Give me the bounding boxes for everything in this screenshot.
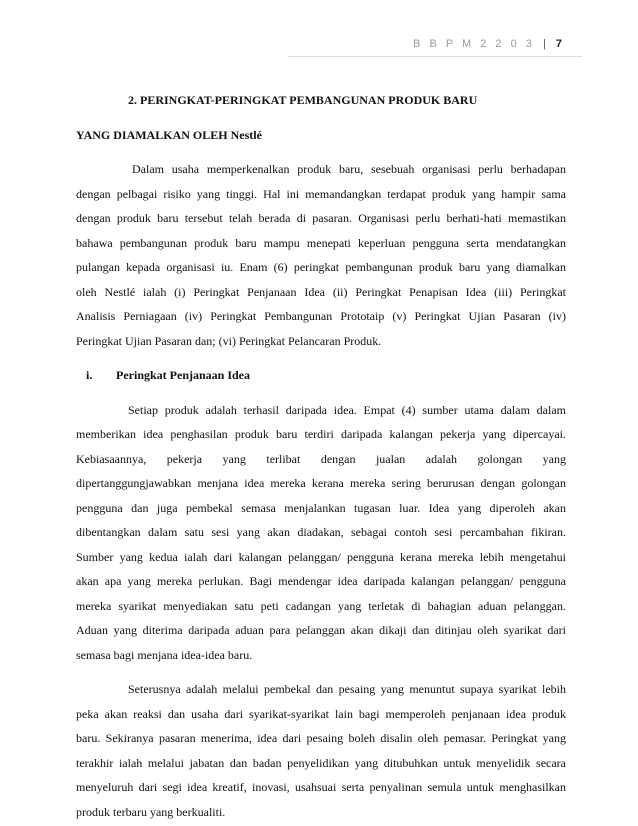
subsection-label: i. [86, 368, 93, 382]
section-title-line2: YANG DIAMALKAN OLEH Nestlé [76, 127, 262, 142]
paragraph-line: akan apa yang mereka perlukan. Bagi mendengar idea daripada kalangan pelanggan/ pengguna [76, 574, 566, 588]
paragraph-line: Seterusnya adalah melalui pembekal dan pesaing yang menuntut supaya syarikat lebih [128, 682, 566, 696]
paragraph-2 [76, 398, 566, 668]
paragraph-line: Analisis Perniagaan (iv) Peringkat Pembangunan Prototaip (v) Peringkat Ujian Pasaran (iv) [76, 309, 566, 323]
paragraph-line: baru. Sekiranya pasaran menerima, idea dari pesaing boleh disalin oleh pemasar. Peringkat yang [76, 731, 566, 745]
paragraph-line: produk terbaru yang berkualiti. [76, 804, 226, 819]
paragraph-line: bahawa pembangunan produk baru mampu menepati keperluan pengguna serta mendatangkan [76, 235, 566, 250]
paragraph-line: menyeluruh dari segi idea kreatif, inovasi, usahsuai serta penyalinan semula untuk menghasilkan [76, 780, 566, 794]
paragraph-line: pulangan kepada organisasi iu. Enam (6) peringkat pembangunan produk baru yang diamalkan [76, 260, 566, 274]
paragraph-line: oleh Nestlé ialah (i) Peringkat Penjanaan Idea (ii) Peringkat Penapisan Idea (iii) Peringkat [76, 284, 566, 299]
paragraph-line: dengan produk baru tersebut telah berada di pasaran. Organisasi perlu berhati-hati memastikan [76, 211, 566, 225]
paragraph-line: memberikan idea penghasilan produk baru terdiri daripada kalangan pekerja yang dipercayai. [76, 427, 566, 441]
paragraph-line: terakhir ialah melalui jabatan dan badan penyelidikan yang ditubuhkan untuk menyelidik secara [76, 755, 566, 770]
paragraph-line: mereka syarikat menyediakan satu peti cadangan yang terletak di bahagian aduan pelanggan. [76, 598, 566, 613]
header-rule [288, 56, 582, 57]
paragraph-line: dengan pelbagai risiko yang tinggi. Hal ini memandangkan terdapat produk yang hampir sama [76, 186, 566, 201]
paragraph-line: dipertanggungjawabkan menjana idea mereka kerana mereka sering berurusan dengan golongan [76, 476, 566, 490]
paragraph-line: Peringkat Ujian Pasaran dan; (vi) Peringkat Pelancaran Produk. [76, 333, 382, 348]
paragraph-line: Setiap produk adalah terhasil daripada idea. Empat (4) sumber utama dalam dalam [128, 402, 566, 417]
subsection-heading [76, 363, 566, 388]
paragraph-line: semasa bagi menjana idea-idea baru. [76, 647, 253, 662]
paragraph-line: Sumber yang kedua ialah dari kalangan pelanggan/ pengguna kerana mereka lebih mengetahui [76, 549, 566, 564]
paragraph-line: Dalam usaha memperkenalkan produk baru, sesebuah organisasi perlu berhadapan [132, 162, 566, 176]
course-code: B B P M 2 2 0 3 [413, 38, 535, 50]
section-title-line1: 2. PERINGKAT-PERINGKAT PEMBANGUNAN PRODUK BARU [128, 93, 478, 107]
paragraph-line: Kebiasaannya, pekerja yang terlibat dengan jualan adalah golongan yang [76, 451, 566, 466]
page-number: 7 [555, 38, 562, 50]
paragraph-line: peka akan reaksi dan usaha dari syarikat-syarikat lain bagi memperoleh penjanaan idea produk [76, 706, 566, 721]
header-separator: | [542, 38, 546, 50]
paragraph-1 [76, 157, 566, 353]
document-body [76, 88, 566, 824]
paragraph-3 [76, 677, 566, 824]
subsection-title: Peringkat Penjanaan Idea [116, 368, 251, 382]
paragraph-line: Aduan yang diterima daripada aduan para pelanggan akan dikaji dan ditinjau oleh syarikat dari [76, 623, 566, 637]
paragraph-line: dibentangkan dalam satu sesi yang akan diadakan, sebagai contoh sesi percambahan fikiran. [76, 525, 566, 539]
page-header [413, 38, 562, 50]
paragraph-line: pengguna dan juga pembekal semasa menjalankan tugasan luar. Idea yang diperoleh akan [76, 500, 566, 515]
